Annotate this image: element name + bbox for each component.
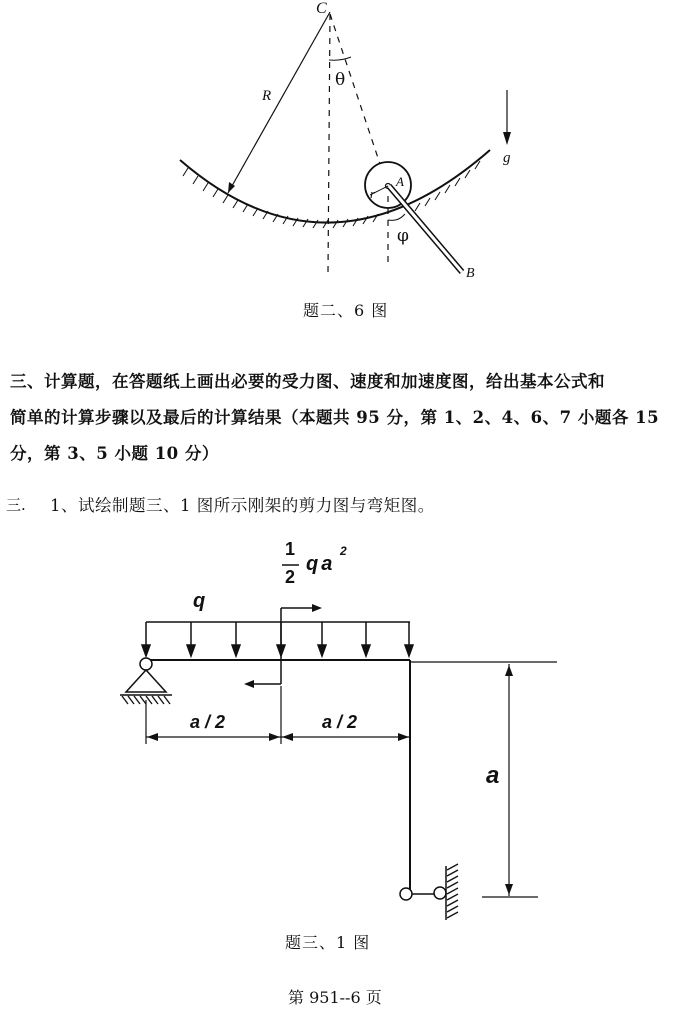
moment-numerator: 1 xyxy=(285,539,296,559)
left-pin xyxy=(140,658,152,670)
section-3-heading-line-1: 三、计算题，在答题纸上画出必要的受力图、速度和加速度图，给出基本公式和 xyxy=(10,372,605,391)
label-r: r xyxy=(370,186,376,201)
wall-hatch xyxy=(447,864,458,918)
dim-arrow-left-a xyxy=(147,733,158,741)
figure-1-caption: 题二、6 图 xyxy=(303,301,389,320)
label-A: A xyxy=(396,174,404,189)
page-number: 第 951--6 页 xyxy=(288,988,382,1007)
moment-denominator: 2 xyxy=(285,567,296,587)
margin-mark: 三. xyxy=(6,496,26,514)
dim-label-right: a / 2 xyxy=(322,712,358,732)
moment-exponent: 2 xyxy=(340,544,347,558)
label-theta: θ xyxy=(335,70,346,90)
dim-label-left: a / 2 xyxy=(190,712,226,732)
left-support-triangle xyxy=(126,670,166,692)
dim-arrow-left-b xyxy=(269,733,280,741)
load-arrows xyxy=(142,622,413,656)
bottom-pin-wall xyxy=(434,887,446,899)
bottom-pin-column xyxy=(400,888,412,900)
dim-arrow-right-b xyxy=(398,733,409,741)
dim-label-vertical: a xyxy=(486,762,500,789)
moment-qa: qa xyxy=(306,553,336,575)
moment-top-arrowhead xyxy=(312,604,322,612)
dim-arrow-vertical-bottom xyxy=(505,884,513,895)
label-g: g xyxy=(503,150,511,166)
load-label-q: q xyxy=(193,590,206,612)
section-3-heading-line-2: 简单的计算步骤以及最后的计算结果（本题共 95 分，第 1、2、4、6、7 小题各 15 xyxy=(10,408,660,427)
label-C: C xyxy=(316,0,327,17)
figure-2-caption: 题三、1 图 xyxy=(285,933,371,952)
dim-arrow-right-a xyxy=(282,733,293,741)
label-R: R xyxy=(262,88,272,104)
dim-arrow-vertical-top xyxy=(505,665,513,676)
label-B: B xyxy=(466,266,475,281)
question-1-text: 1、试绘制题三、1 图所示刚架的剪力图与弯矩图。 xyxy=(50,496,435,515)
moment-bottom-arrowhead xyxy=(244,680,254,688)
section-3-heading-line-3: 分，第 3、5 小题 10 分） xyxy=(10,444,219,463)
label-phi: φ xyxy=(397,226,409,246)
